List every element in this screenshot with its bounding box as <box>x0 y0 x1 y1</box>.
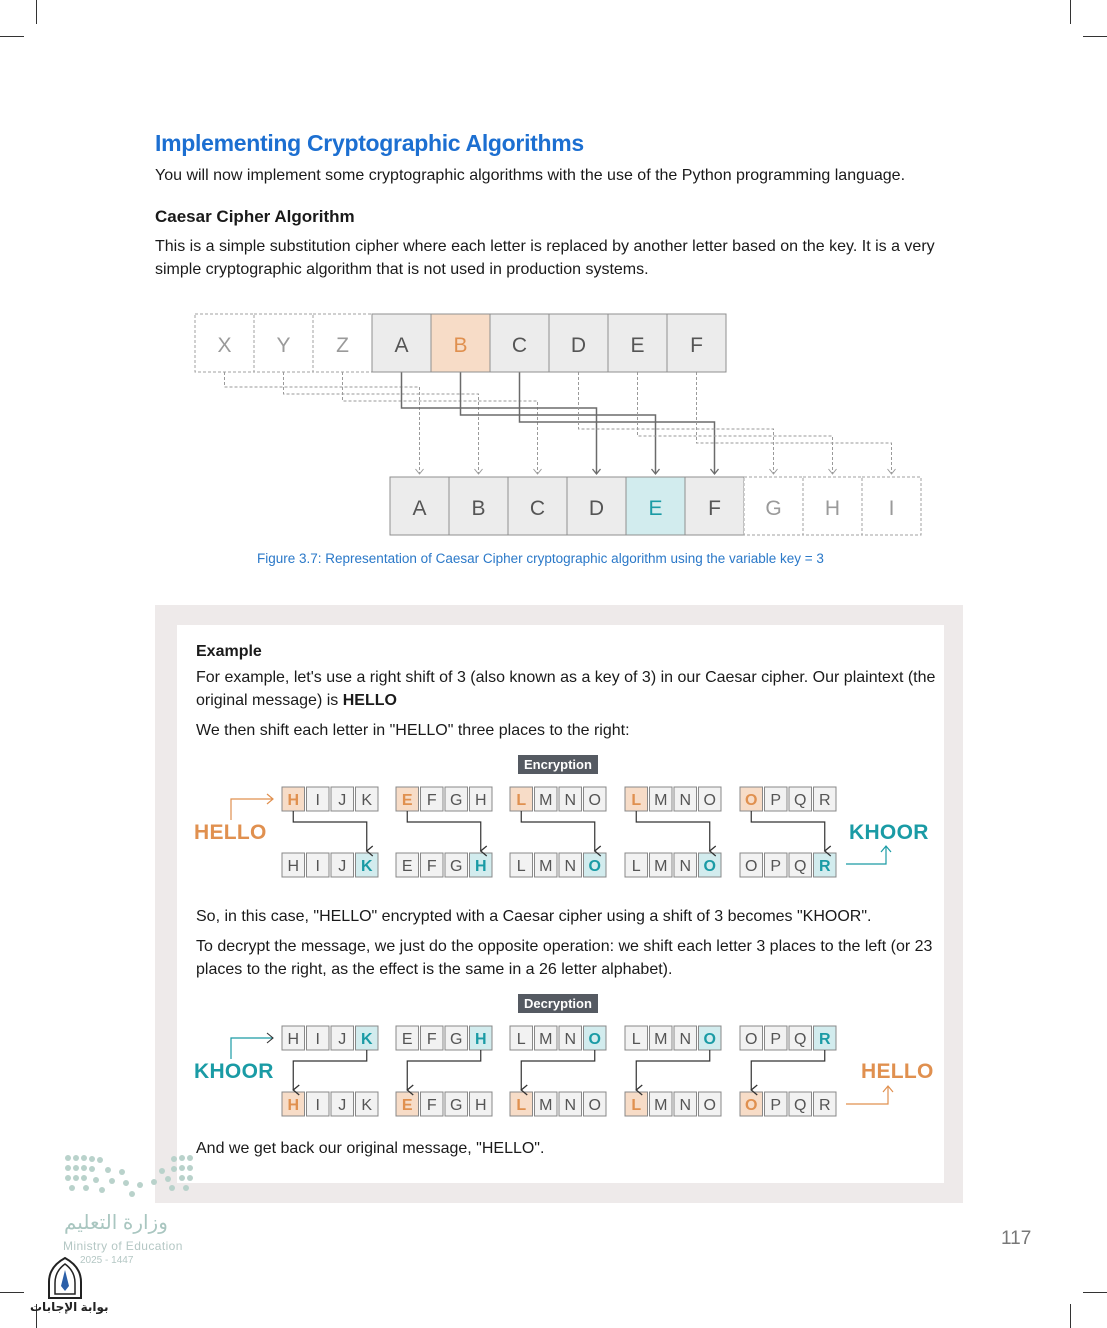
cipher-letter: K <box>360 858 373 875</box>
cipher-letter: J <box>338 792 347 809</box>
cipher-letter: F <box>426 1097 437 1114</box>
cipher-letter: I <box>315 1031 320 1048</box>
cipher-letter: N <box>679 1031 692 1048</box>
cipher-letter: K <box>361 792 373 809</box>
logo-dot <box>69 1185 75 1191</box>
logo-dot <box>65 1175 71 1181</box>
cipher-letter: M <box>539 858 553 875</box>
top-letter: F <box>690 334 703 357</box>
cipher-letter: H <box>287 792 300 809</box>
cipher-letter: L <box>516 1097 527 1114</box>
logo-dot <box>129 1191 135 1197</box>
logo-dot <box>93 1177 99 1183</box>
top-letter: A <box>394 334 409 357</box>
logo-dot <box>81 1155 87 1161</box>
logo-dot <box>179 1155 185 1161</box>
top-letter: E <box>630 334 645 357</box>
logo-dot <box>99 1187 105 1193</box>
cipher-letter: P <box>770 792 782 809</box>
cipher-letter: K <box>360 1031 373 1048</box>
bottom-letter: H <box>824 497 841 520</box>
decryption-badge: Decryption <box>518 994 598 1013</box>
cipher-letter: N <box>564 1031 577 1048</box>
output-arrow <box>846 1086 888 1104</box>
cipher-letter: O <box>588 858 601 875</box>
cipher-letter: Q <box>794 1031 807 1048</box>
decryption-output-word: HELLO <box>861 1060 934 1083</box>
cipher-letter: L <box>631 1097 642 1114</box>
cipher-letter: R <box>818 1097 831 1114</box>
logo-dot <box>119 1169 125 1175</box>
cipher-letter: N <box>564 1097 577 1114</box>
cipher-letter: P <box>770 1031 782 1048</box>
logo-dot <box>73 1155 79 1161</box>
page-number: 117 <box>1001 1228 1032 1249</box>
bottom-letter: A <box>412 497 427 520</box>
logo-dot <box>89 1156 95 1162</box>
logo-dot <box>187 1175 193 1181</box>
shift-arrow <box>751 1050 825 1090</box>
cipher-letter: N <box>564 792 577 809</box>
cipher-letter: N <box>679 858 692 875</box>
shift-arrow <box>293 1050 367 1090</box>
logo-dot <box>137 1182 143 1188</box>
cipher-letter: N <box>564 858 577 875</box>
cipher-letter: H <box>287 1031 300 1048</box>
cipher-letter: G <box>450 792 463 809</box>
cipher-letter: R <box>818 792 831 809</box>
cipher-letter: P <box>770 858 782 875</box>
cipher-letter: L <box>631 1031 641 1048</box>
logo-dot <box>171 1156 177 1162</box>
top-letter: Y <box>276 334 291 357</box>
output-arrow <box>846 846 886 864</box>
logo-dot <box>81 1175 87 1181</box>
top-letter: Z <box>336 334 349 357</box>
logo-dot <box>183 1185 189 1191</box>
logo-dot <box>73 1175 79 1181</box>
logo-dot <box>187 1165 193 1171</box>
logo-dot <box>179 1175 185 1181</box>
logo-dot <box>109 1178 115 1184</box>
bottom-letter: C <box>529 497 546 520</box>
encryption-input-word: HELLO <box>194 821 267 844</box>
example-text: For example, let's use a right shift of 3 (also known as a key of 3) in our Caesar cipher. Our plaintext (the original message) is <box>196 669 936 709</box>
cipher-letter: O <box>745 1097 758 1114</box>
logo-dot <box>65 1155 71 1161</box>
cipher-letter: O <box>745 1031 758 1048</box>
logo-dot <box>187 1155 193 1161</box>
cipher-letter: E <box>401 1031 413 1048</box>
shift-arrow <box>636 1050 710 1090</box>
cipher-letter: Q <box>794 1097 807 1114</box>
top-letter: B <box>453 334 468 357</box>
cipher-letter: H <box>474 858 487 875</box>
cipher-letter: F <box>426 858 437 875</box>
cipher-letter: I <box>315 792 320 809</box>
cipher-letter: O <box>703 1031 716 1048</box>
cipher-letter: I <box>315 858 320 875</box>
cipher-letter: G <box>450 858 463 875</box>
cipher-letter: Q <box>794 858 807 875</box>
shift-arrow <box>407 1050 481 1090</box>
shift-arrow <box>751 811 825 851</box>
cipher-letter: M <box>654 792 668 809</box>
logo-dot <box>73 1165 79 1171</box>
cipher-letter: J <box>338 858 347 875</box>
encryption-output-word: KHOOR <box>849 821 929 844</box>
top-letter: D <box>570 334 587 357</box>
logo-dot <box>89 1166 95 1172</box>
cipher-letter: M <box>654 858 668 875</box>
cipher-letter: F <box>426 1031 437 1048</box>
cipher-letter: M <box>539 1031 553 1048</box>
cipher-letter: M <box>654 1097 668 1114</box>
cipher-letter: L <box>516 1031 526 1048</box>
section-heading: Caesar Cipher Algorithm <box>155 207 355 226</box>
cipher-letter: N <box>679 792 692 809</box>
shift-instruction: We then shift each letter in "HELLO" three places to the right: <box>196 722 630 739</box>
logo-dot <box>105 1167 111 1173</box>
closing-text: And we get back our original message, "HELLO". <box>196 1140 545 1157</box>
cipher-letter: O <box>588 792 601 809</box>
bottom-letter: G <box>765 497 782 520</box>
cipher-letter: M <box>539 792 553 809</box>
cipher-letter: H <box>474 1097 487 1114</box>
cipher-letter: P <box>770 1097 782 1114</box>
shift-arrow <box>407 811 481 851</box>
bottom-letter: D <box>588 497 605 520</box>
ministry-logo-english: Ministry of Education <box>63 1239 183 1253</box>
logo-dot <box>97 1157 103 1163</box>
shift-arrow <box>636 811 710 851</box>
shift-arrow <box>521 811 595 851</box>
cipher-letter: R <box>818 858 831 875</box>
logo-dot <box>151 1179 157 1185</box>
encryption-result-text: So, in this case, "HELLO" encrypted with a Caesar cipher using a shift of 3 becomes "KHOOR". <box>196 908 872 925</box>
cipher-letter: O <box>703 858 716 875</box>
example-heading: Example <box>196 643 262 660</box>
cipher-letter: F <box>426 792 437 809</box>
cipher-letter: J <box>338 1097 347 1114</box>
ministry-logo-arabic: وزارة التعليم <box>64 1212 168 1234</box>
logo-dot <box>65 1165 71 1171</box>
top-letter: X <box>217 334 232 357</box>
ministry-logo-year: 2025 - 1447 <box>80 1255 134 1266</box>
bottom-letter: I <box>888 497 895 520</box>
bottom-letter: B <box>471 497 486 520</box>
cipher-letter: N <box>679 1097 692 1114</box>
cipher-letter: E <box>401 1097 413 1114</box>
cipher-letter: H <box>287 1097 300 1114</box>
figure-caption: Figure 3.7: Representation of Caesar Cipher cryptographic algorithm using the variable key = 3 <box>257 551 824 566</box>
decryption-input-word: KHOOR <box>194 1060 274 1083</box>
cipher-letter: J <box>338 1031 347 1048</box>
input-arrow <box>231 799 273 820</box>
cipher-letter: L <box>631 792 642 809</box>
logo-dot <box>123 1180 129 1186</box>
cipher-letter: L <box>631 858 641 875</box>
cipher-letter: O <box>588 1031 601 1048</box>
bottom-letter: F <box>708 497 721 520</box>
cipher-letter: G <box>450 1097 463 1114</box>
cipher-letter: O <box>745 858 758 875</box>
cipher-letter: G <box>450 1031 463 1048</box>
cipher-letter: K <box>361 1097 373 1114</box>
cipher-letter: Q <box>794 792 807 809</box>
cipher-letter: L <box>516 792 527 809</box>
plaintext-word: HELLO <box>342 692 397 709</box>
intro-text: You will now implement some cryptographic algorithms with the use of the Python programming language. <box>155 167 906 184</box>
section-description: This is a simple substitution cipher where each letter is replaced by another letter based on the key. It is a very simple cryptographic algorithm that is not used in production systems. <box>155 238 935 278</box>
cipher-letter: O <box>703 792 716 809</box>
cipher-letter: M <box>539 1097 553 1114</box>
input-arrow <box>231 1038 273 1059</box>
logo-dot <box>83 1185 89 1191</box>
cipher-letter: L <box>516 858 526 875</box>
cipher-letter: E <box>401 858 413 875</box>
cipher-letter: I <box>315 1097 320 1114</box>
logo-dot <box>179 1165 185 1171</box>
decryption-explanation: To decrypt the message, we just do the opposite operation: we shift each letter 3 places to the left (or 23 places to the right, as the effect is the same in a 26 letter alphabet). <box>196 938 933 978</box>
shift-arrow <box>521 1050 595 1090</box>
portal-name: بوابة الإجابات <box>30 1300 109 1314</box>
cipher-letter: H <box>474 1031 487 1048</box>
cipher-letter: O <box>745 792 758 809</box>
logo-dot <box>171 1166 177 1172</box>
cipher-letter: H <box>474 792 487 809</box>
bottom-letter: E <box>648 497 663 520</box>
logo-dot <box>169 1185 175 1191</box>
cipher-letter: O <box>588 1097 601 1114</box>
logo-dot <box>159 1168 165 1174</box>
cipher-letter: M <box>654 1031 668 1048</box>
portal-emblem-icon <box>44 1256 86 1300</box>
logo-dot <box>165 1176 171 1182</box>
ministry-logo-dots <box>62 1150 202 1200</box>
shift-arrow <box>293 811 367 851</box>
cipher-letter: R <box>818 1031 831 1048</box>
logo-dot <box>81 1165 87 1171</box>
cipher-letter: O <box>703 1097 716 1114</box>
top-letter: C <box>511 334 528 357</box>
cipher-letter: E <box>401 792 413 809</box>
cipher-letter: H <box>287 858 300 875</box>
page-title: Implementing Cryptographic Algorithms <box>155 130 584 156</box>
encryption-badge: Encryption <box>518 755 598 774</box>
